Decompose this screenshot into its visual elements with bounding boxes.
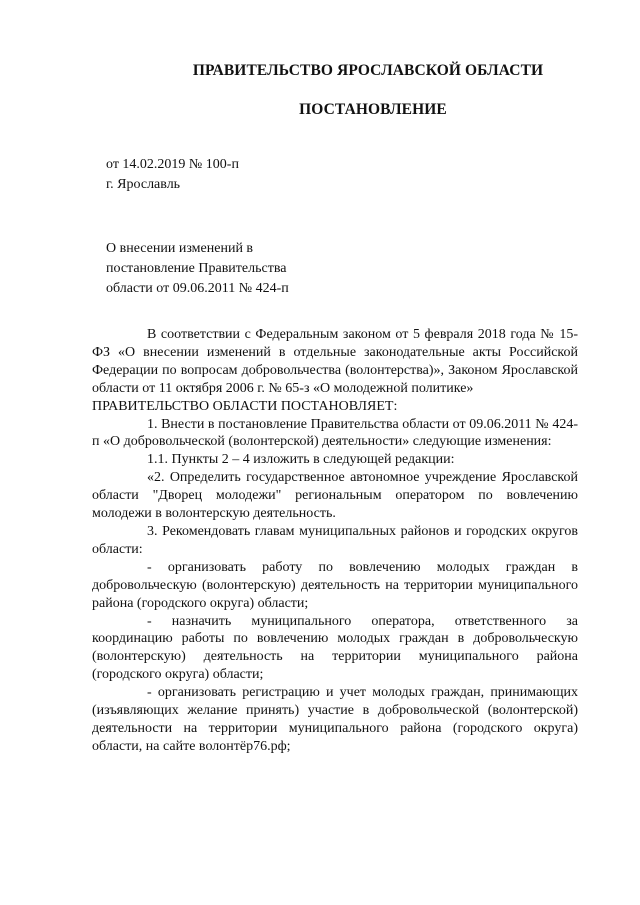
bullet-paragraph: - назначить муниципального оператора, ответственного за координацию работы по вовлечению молодых граждан в добровольческую (волонтерскую) деятельность на территории муниципального района (городского округа) области; [92,613,578,683]
date-number-line: от 14.02.2019 № 100-п [106,157,239,172]
bullet-paragraph: - организовать регистрацию и учет молодых граждан, принимающих (изъявляющих желание принять) участие в добровольческой (волонтерской) деятельности на территории муниципального района (городского округа) области, на сайте волонтёр76.рф; [92,685,578,754]
item-3-paragraph: 3. Рекомендовать главам муниципальных районов и городских округов области: [92,523,578,557]
document-subject [106,239,289,299]
city-line: г. Ярославль [106,177,181,192]
resolves-line: ПРАВИТЕЛЬСТВО ОБЛАСТИ ПОСТАНОВЛЯЕТ: [92,398,398,414]
item-2-paragraph: «2. Определить государственное автономное учреждение Ярославской области "Дворец молодежи" региональным оператором по вовлечению молодежи в волонтерскую деятельность. [92,470,578,522]
subject-line: О внесении изменений в [106,241,254,256]
government-title: ПРАВИТЕЛЬСТВО ЯРОСЛАВСКОЙ ОБЛАСТИ [192,62,544,79]
document-body [92,326,578,756]
item-1-1-paragraph: 1.1. Пункты 2 – 4 изложить в следующей редакции: [147,452,455,468]
document-type-title: ПОСТАНОВЛЕНИЕ [299,101,447,118]
subject-line: постановление Правительства [106,261,287,276]
preamble-paragraph: В соответствии с Федеральным законом от 5 февраля 2018 года № 15-ФЗ «О внесении изменений в отдельные законодательные акты Российской Федерации по вопросам добровольчества (волонтерства)», Законом Ярославской области от 11 октября 2006 г. № 65-з «О молодежной политике» [92,327,578,396]
bullet-paragraph: - организовать работу по вовлечению молодых граждан в добровольческую (волонтерскую) деятельность на территории муниципального района (городского округа) области; [92,559,578,611]
item-1-paragraph: 1. Внести в постановление Правительства области от 09.06.2011 № 424-п «О добровольческой (волонтерской) деятельности» следующие изменения: [92,416,578,450]
subject-line: области от 09.06.2011 № 424-п [106,281,289,296]
document-meta [106,155,239,195]
